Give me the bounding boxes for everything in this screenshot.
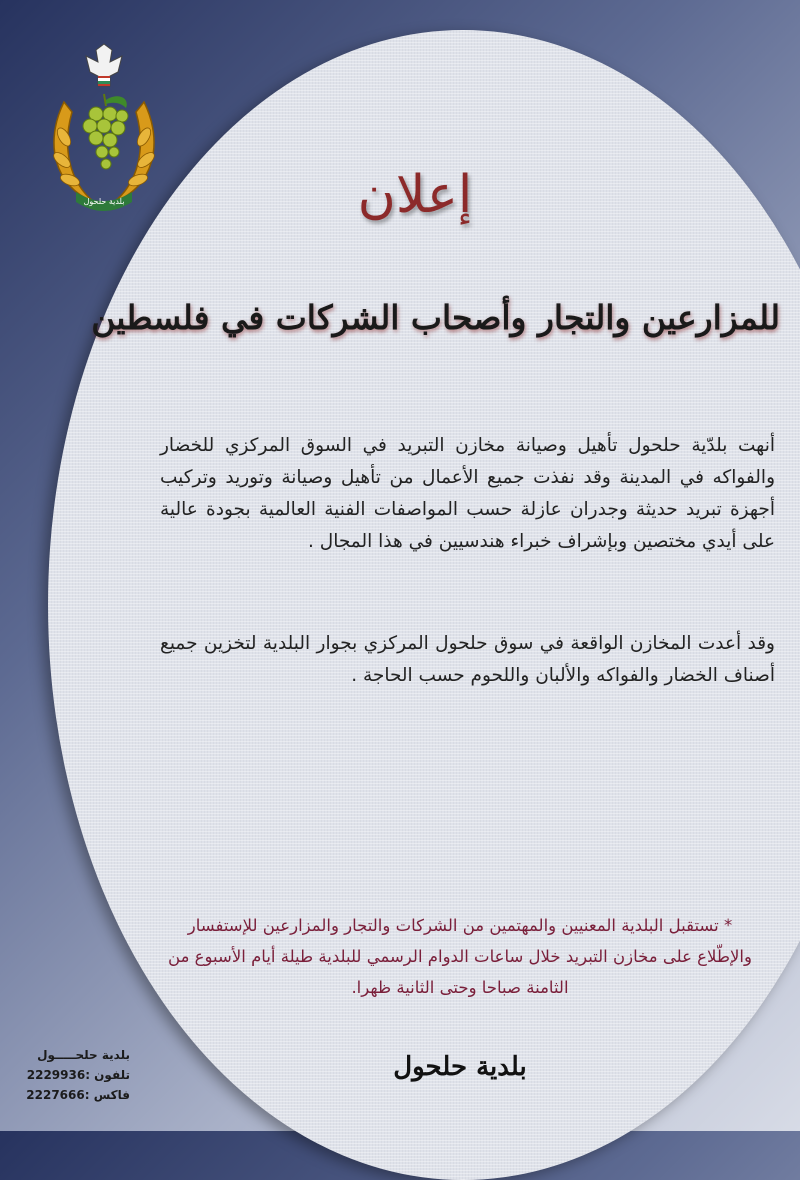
announcement-subtitle: للمزارعين والتجار وأصحاب الشركات في فلسطين bbox=[91, 298, 780, 337]
emblem-caption: بلدية حلحول bbox=[83, 197, 125, 206]
announcement-paragraph: وقد أعدت المخازن الواقعة في سوق حلحول المركزي بجوار البلدية لتخزين جميع أصناف الخضار والفواكه والألبان واللحوم حسب الحاجة . bbox=[160, 633, 775, 686]
signature: بلدية حلحول bbox=[393, 1052, 527, 1082]
grapes-icon bbox=[83, 107, 128, 169]
announcement-title: إعلان bbox=[357, 165, 473, 225]
contact-fax: فاكس :2227666 bbox=[26, 1088, 130, 1102]
announcement-paragraph: أنهت بلدّية حلحول تأهيل وصيانة مخازن التبريد في السوق المركزي للخضار والفواكه في المدينة وقد نفذت جميع الأعمال من تأهيل وصيانة وتوريد وتركيب أجهزة تبريد حديثة وجدران عازلة حسب المواصفات الفنية العالمية بجودة عالية على أيدي مختصين وبإشراف خبراء هندسيين في هذا المجال . bbox=[160, 435, 775, 552]
contact-name: بلدية حلحـــــول bbox=[37, 1048, 130, 1062]
municipality-emblem-icon bbox=[34, 42, 174, 212]
contact-info bbox=[10, 1045, 130, 1105]
visiting-hours-notice: * تستقبل البلدية المعنيين والمهتمين من الشركات والتجار والمزارعين للإستفسار والإطّلاع على مخازن التبريد خلال ساعات الدوام الرسمي للبلدية طيلة أيام الأسبوع من الثامنة صباحا وحتى الثانية ظهرا. bbox=[168, 916, 752, 997]
eagle-icon bbox=[86, 44, 122, 86]
contact-phone: تلفون :2229936 bbox=[26, 1068, 130, 1082]
